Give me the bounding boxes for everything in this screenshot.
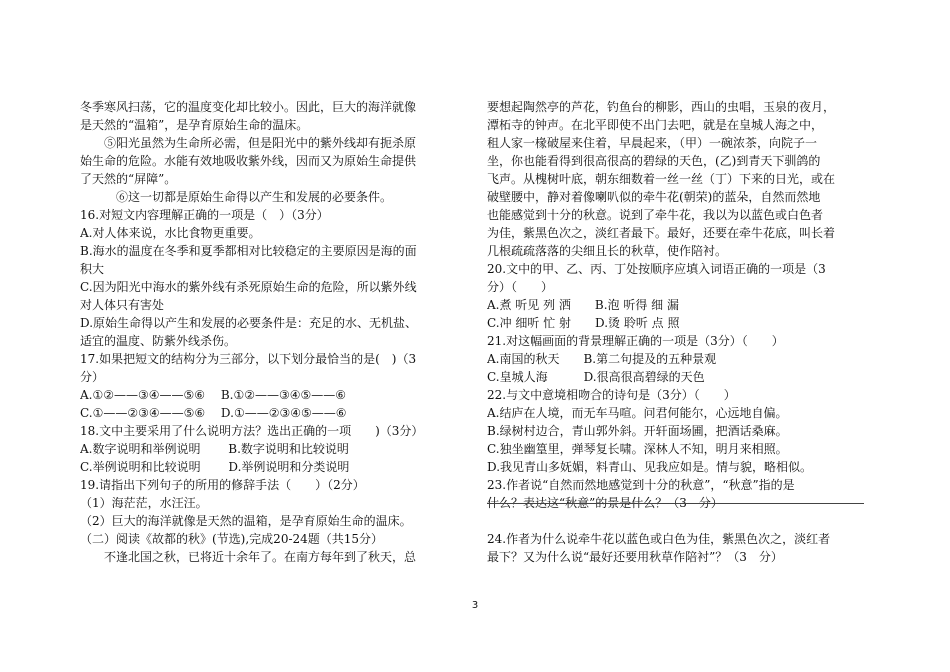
- right-text-line: 22.与文中意境相吻合的诗句是（3分）（ ）: [487, 388, 736, 402]
- right-text-line: 潭柘寺的钟声。在北平即使不出门去吧，就是在皇城人海之中，: [487, 118, 824, 132]
- left-text-line: 对人体只有害处: [80, 298, 165, 312]
- left-text-line: ⑤阳光虽然为生命所必需，但是阳光中的紫外线却有扼杀原: [104, 136, 417, 150]
- right-text-line: C.皇城人海 D.很高很高碧绿的天色: [487, 370, 705, 384]
- left-text-line: C.举例说明和比较说明 D.举例说明和分类说明: [80, 460, 350, 474]
- left-text-line: 分）: [80, 370, 105, 384]
- left-text-line: 适宜的温度、防紫外线杀伤。: [80, 334, 237, 348]
- left-text-line: ⑥这一切都是原始生命得以产生和发展的必要条件。: [116, 190, 393, 204]
- right-text-line: 要想起陶然亭的芦花，钓鱼台的柳影，西山的虫唱，玉泉的夜月，: [487, 100, 836, 114]
- right-text-line: D.我见青山多妩媚，料青山、见我应如是。情与貌，略相似。: [487, 460, 813, 474]
- left-text-line: 始生命的危险。水能有效地吸收紫外线，因而又为原始生命提供: [80, 154, 417, 168]
- right-text-line: 什么？表达这“秋意”的景是什么？（3 分）: [487, 496, 723, 510]
- right-text-line: 21.对这幅画面的背景理解正确的一项是（3分）（ ）: [487, 334, 784, 348]
- left-text-line: （2）巨大的海洋就像是天然的温箱，是孕育原始生命的温床。: [80, 514, 412, 528]
- right-text-line: A.结庐在人境，而无车马喧。问君何能尔，心远地自偏。: [487, 406, 788, 420]
- left-text-line: 不逢北国之秋，已将近十余年了。在南方每年到了秋天，总: [104, 550, 417, 564]
- right-text-line: [487, 512, 872, 530]
- left-text-line: 16.对短文内容理解正确的一项是（ ）（3分）: [80, 208, 329, 222]
- left-text-line: （二）阅读《故都的秋》(节选),完成20-24题（共15分）: [80, 532, 384, 546]
- left-text-line: （1）海茫茫，水汪汪。: [80, 496, 208, 510]
- left-text-line: 18.文中主要采用了什么说明方法？选出正确的一项 )（3分）: [80, 424, 424, 438]
- left-text-line: C.因为阳光中海水的紫外线有杀死原始生命的危险，所以紫外线: [80, 280, 417, 294]
- right-text-line: 飞声。从槐树叶底，朝东细数着一丝一丝（丁）下来的日光，或在: [487, 172, 836, 186]
- left-text-line: 是天然的“温箱”，是孕育原始生命的温床。: [80, 118, 309, 132]
- right-text-line: 为佳，紫黑色次之，淡红者最下。最好，还要在牵牛花底，叫长着: [487, 226, 836, 240]
- right-text-line: C.冲 细听 忙 射 D.烫 聆听 点 照: [487, 316, 680, 330]
- right-text-line: 20.文中的甲、乙、丙、丁处按顺序应填入词语正确的一项是（3: [487, 262, 826, 276]
- left-text-line: A.数字说明和举例说明 B.数字说明和比较说明: [80, 442, 349, 456]
- left-column: [80, 98, 465, 566]
- left-text-line: 17.如果把短文的结构分为三部分，以下划分最恰当的是( )（3: [80, 352, 417, 366]
- right-text-line: 破壁腰中，静对着像喇叭似的牵牛花(朝荣)的蓝朵，自然而然地: [487, 190, 821, 204]
- left-text-line: 积大: [80, 262, 105, 276]
- left-text-line: A.对人体来说，水比食物更重要。: [80, 226, 261, 240]
- right-text-line: C.独坐幽篁里，弹琴复长啸。深林人不知，明月来相照。: [487, 442, 788, 456]
- right-text-line: 24.作者为什么说牵牛花以蓝色或白色为佳，紫黑色次之，淡红者: [487, 532, 831, 546]
- right-text-line: B.绿树村边合，青山郭外斜。开轩面场圃，把酒话桑麻。: [487, 424, 788, 438]
- right-text-line: A.南国的秋天 B.第二句提及的五种景观: [487, 352, 717, 366]
- right-text-line: 几根疏疏落落的尖细且长的秋草，使作陪衬。: [487, 244, 728, 258]
- right-text-line: 租人家一椽破屋来住着，早晨起来，（甲）一碗浓茶，向院子一: [487, 136, 818, 150]
- left-text-line: D.原始生命得以产生和发展的必要条件是：充足的水、无机盐、: [80, 316, 418, 330]
- left-text-line: C.①——②③④——⑤⑥ D.①——②③④⑤——⑥: [80, 406, 347, 420]
- left-text-line: A.①②——③④——⑤⑥ B.①②——③④⑤——⑥: [80, 388, 347, 402]
- right-text-line: A.煮 听见 列 洒 B.泡 听得 细 漏: [487, 298, 680, 312]
- right-column: [487, 98, 872, 566]
- left-text-line: 了天然的“屏障”。: [80, 172, 177, 186]
- right-text-line: 23.作者说“自然而然地感觉到十分的秋意”，“秋意”指的是: [487, 478, 795, 492]
- left-text-line: 冬季寒风扫荡，它的温度变化却比较小。因此，巨大的海洋就像: [80, 100, 417, 114]
- right-text-line: 坐，你也能看得到很高很高的碧绿的天色，(乙)到青天下驯鸽的: [487, 154, 821, 168]
- right-text-line: 也能感觉到十分的秋意。说到了牵牛花，我以为以蓝色或白色者: [487, 208, 824, 222]
- left-text-line: B.海水的温度在冬季和夏季都相对比较稳定的主要原因是海的面: [80, 244, 417, 258]
- page-number: 3: [471, 600, 479, 611]
- right-text-line: 分）（ ）: [487, 280, 554, 294]
- left-text-line: 19.请指出下列句子的所用的修辞手法（ ）（2分）: [80, 478, 365, 492]
- right-text-line: 最下？又为什么说“最好还要用秋草作陪衬”？（3 分）: [487, 550, 783, 564]
- answer-divider: [487, 503, 864, 504]
